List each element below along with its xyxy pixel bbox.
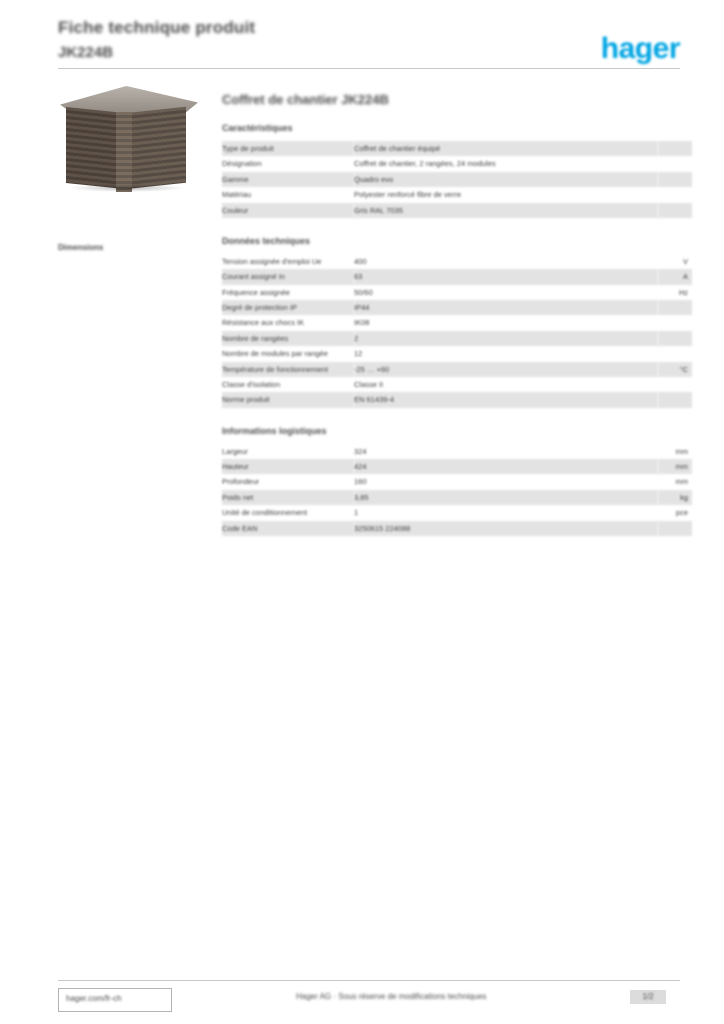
section-title: Coffret de chantier JK224B xyxy=(222,92,389,107)
table-row xyxy=(222,459,692,474)
spec-table-technical xyxy=(222,254,692,408)
spec-value: Polyester renforcé fibre de verre xyxy=(354,190,462,200)
product-center-panel xyxy=(116,112,132,192)
spec-value: 12 xyxy=(354,349,363,359)
spec-label: Degré de protection IP xyxy=(222,300,354,315)
spec-label: Largeur xyxy=(222,446,248,456)
table-row xyxy=(222,141,692,156)
spec-value: 50/60 xyxy=(354,287,373,297)
spec-label: Gamme xyxy=(222,172,354,187)
spec-unit xyxy=(658,392,692,407)
spec-label: Désignation xyxy=(222,159,262,169)
subsection-title-logistics: Informations logistiques xyxy=(222,425,327,436)
spec-label: Tension assignée d'emploi Ue xyxy=(222,256,322,266)
spec-unit: V xyxy=(682,256,688,266)
spec-label: Couleur xyxy=(222,203,354,218)
spec-unit xyxy=(658,331,692,346)
spec-table-body-3 xyxy=(222,444,692,536)
spec-value: Classe II xyxy=(354,379,384,389)
table-row xyxy=(222,187,692,202)
spec-unit: mm xyxy=(658,459,692,474)
spec-value: 424 xyxy=(354,459,658,474)
table-row xyxy=(222,362,692,377)
table-row xyxy=(222,331,692,346)
header-divider xyxy=(58,68,680,69)
spec-label: Norme produit xyxy=(222,392,354,407)
image-caption: Dimensions xyxy=(58,243,104,252)
spec-table-characteristics xyxy=(222,141,692,218)
spec-label: Unité de conditionnement xyxy=(222,508,308,518)
footer-url[interactable]: hager.com/fr-ch xyxy=(66,994,122,1003)
page-title: Fiche technique produit xyxy=(58,18,256,37)
spacer-2 xyxy=(222,410,680,426)
spec-label: Courant assigné In xyxy=(222,269,354,284)
spec-value: 160 xyxy=(354,477,367,487)
table-row xyxy=(222,172,692,187)
table-row xyxy=(222,346,692,361)
spec-unit xyxy=(658,300,692,315)
spec-label: Température de fonctionnement xyxy=(222,362,354,377)
spec-table-body-2 xyxy=(222,254,692,408)
main-content xyxy=(222,92,688,538)
spec-value: Quadro evo xyxy=(354,172,658,187)
spec-value: 3250615 224088 xyxy=(354,521,658,536)
spec-label: Matériau xyxy=(222,190,252,200)
table-row xyxy=(222,444,692,459)
spec-table-body-1 xyxy=(222,141,692,218)
spec-unit: mm xyxy=(675,477,688,487)
spec-label: Nombre de rangées xyxy=(222,331,354,346)
spec-value: Coffret de chantier équipé xyxy=(354,141,658,156)
table-row xyxy=(222,490,692,505)
spec-label: Poids net xyxy=(222,490,354,505)
spec-unit: pce xyxy=(675,508,688,518)
document-header xyxy=(58,18,680,70)
table-row xyxy=(222,521,692,536)
spec-value: -25 … +60 xyxy=(354,362,658,377)
spec-value: 2 xyxy=(354,331,658,346)
spec-label: Fréquence assignée xyxy=(222,287,290,297)
table-row xyxy=(222,300,692,315)
footer-legal-text: Hager AG · Sous réserve de modifications techniques xyxy=(296,992,487,1001)
table-row xyxy=(222,203,692,218)
table-row xyxy=(222,315,692,330)
spec-label: Nombre de modules par rangée xyxy=(222,349,328,359)
spec-unit: kg xyxy=(658,490,692,505)
spec-value: 63 xyxy=(354,269,658,284)
spec-unit xyxy=(658,521,692,536)
page-subtitle: JK224B xyxy=(58,44,114,61)
page-number-badge xyxy=(630,990,666,1004)
spec-value: Coffret de chantier, 2 rangées, 24 modules xyxy=(354,159,496,169)
table-row xyxy=(222,505,692,520)
spec-unit xyxy=(658,172,692,187)
table-row xyxy=(222,392,692,407)
footer-divider xyxy=(58,980,680,981)
spec-value: 1 xyxy=(354,508,359,518)
spec-unit xyxy=(658,346,692,361)
table-row xyxy=(222,285,692,300)
spec-unit xyxy=(658,203,692,218)
table-row xyxy=(222,254,692,269)
spec-unit xyxy=(658,141,692,156)
spec-unit xyxy=(658,315,692,330)
spec-label: Type de produit xyxy=(222,141,354,156)
spec-unit: A xyxy=(658,269,692,284)
spec-label: Classe d'isolation xyxy=(222,379,281,389)
page-number: 1/2 xyxy=(642,992,654,1001)
spec-label: Code EAN xyxy=(222,521,354,536)
spec-unit xyxy=(658,187,692,202)
spec-unit: °C xyxy=(658,362,692,377)
spec-value: Gris RAL 7035 xyxy=(354,203,658,218)
spec-label: Résistance aux chocs IK xyxy=(222,318,305,328)
subsection-title-characteristics: Caractéristiques xyxy=(222,123,293,133)
table-row xyxy=(222,377,692,392)
spec-unit: mm xyxy=(675,446,688,456)
spec-value: 3,85 xyxy=(354,490,658,505)
table-row xyxy=(222,269,692,284)
spec-unit: Hz xyxy=(678,287,688,297)
hager-logo: hager xyxy=(600,32,680,65)
subsection-title-technical: Données techniques xyxy=(222,235,311,246)
spec-value: EN 61439-4 xyxy=(354,392,658,407)
spec-unit xyxy=(658,377,692,392)
spec-table-logistics xyxy=(222,444,692,536)
table-row xyxy=(222,474,692,489)
product-shadow xyxy=(68,184,186,192)
spec-value: 324 xyxy=(354,446,367,456)
spec-value: 400 xyxy=(354,256,367,266)
footer-url-box[interactable] xyxy=(58,988,172,1012)
spacer-1 xyxy=(222,220,680,236)
spec-label: Hauteur xyxy=(222,459,354,474)
product-image xyxy=(58,84,200,202)
product-right-panel xyxy=(124,107,186,190)
spec-unit xyxy=(658,156,692,171)
spec-value: IK08 xyxy=(354,318,370,328)
spec-value: IP44 xyxy=(354,300,658,315)
spec-label: Profondeur xyxy=(222,477,260,487)
table-row xyxy=(222,156,692,171)
